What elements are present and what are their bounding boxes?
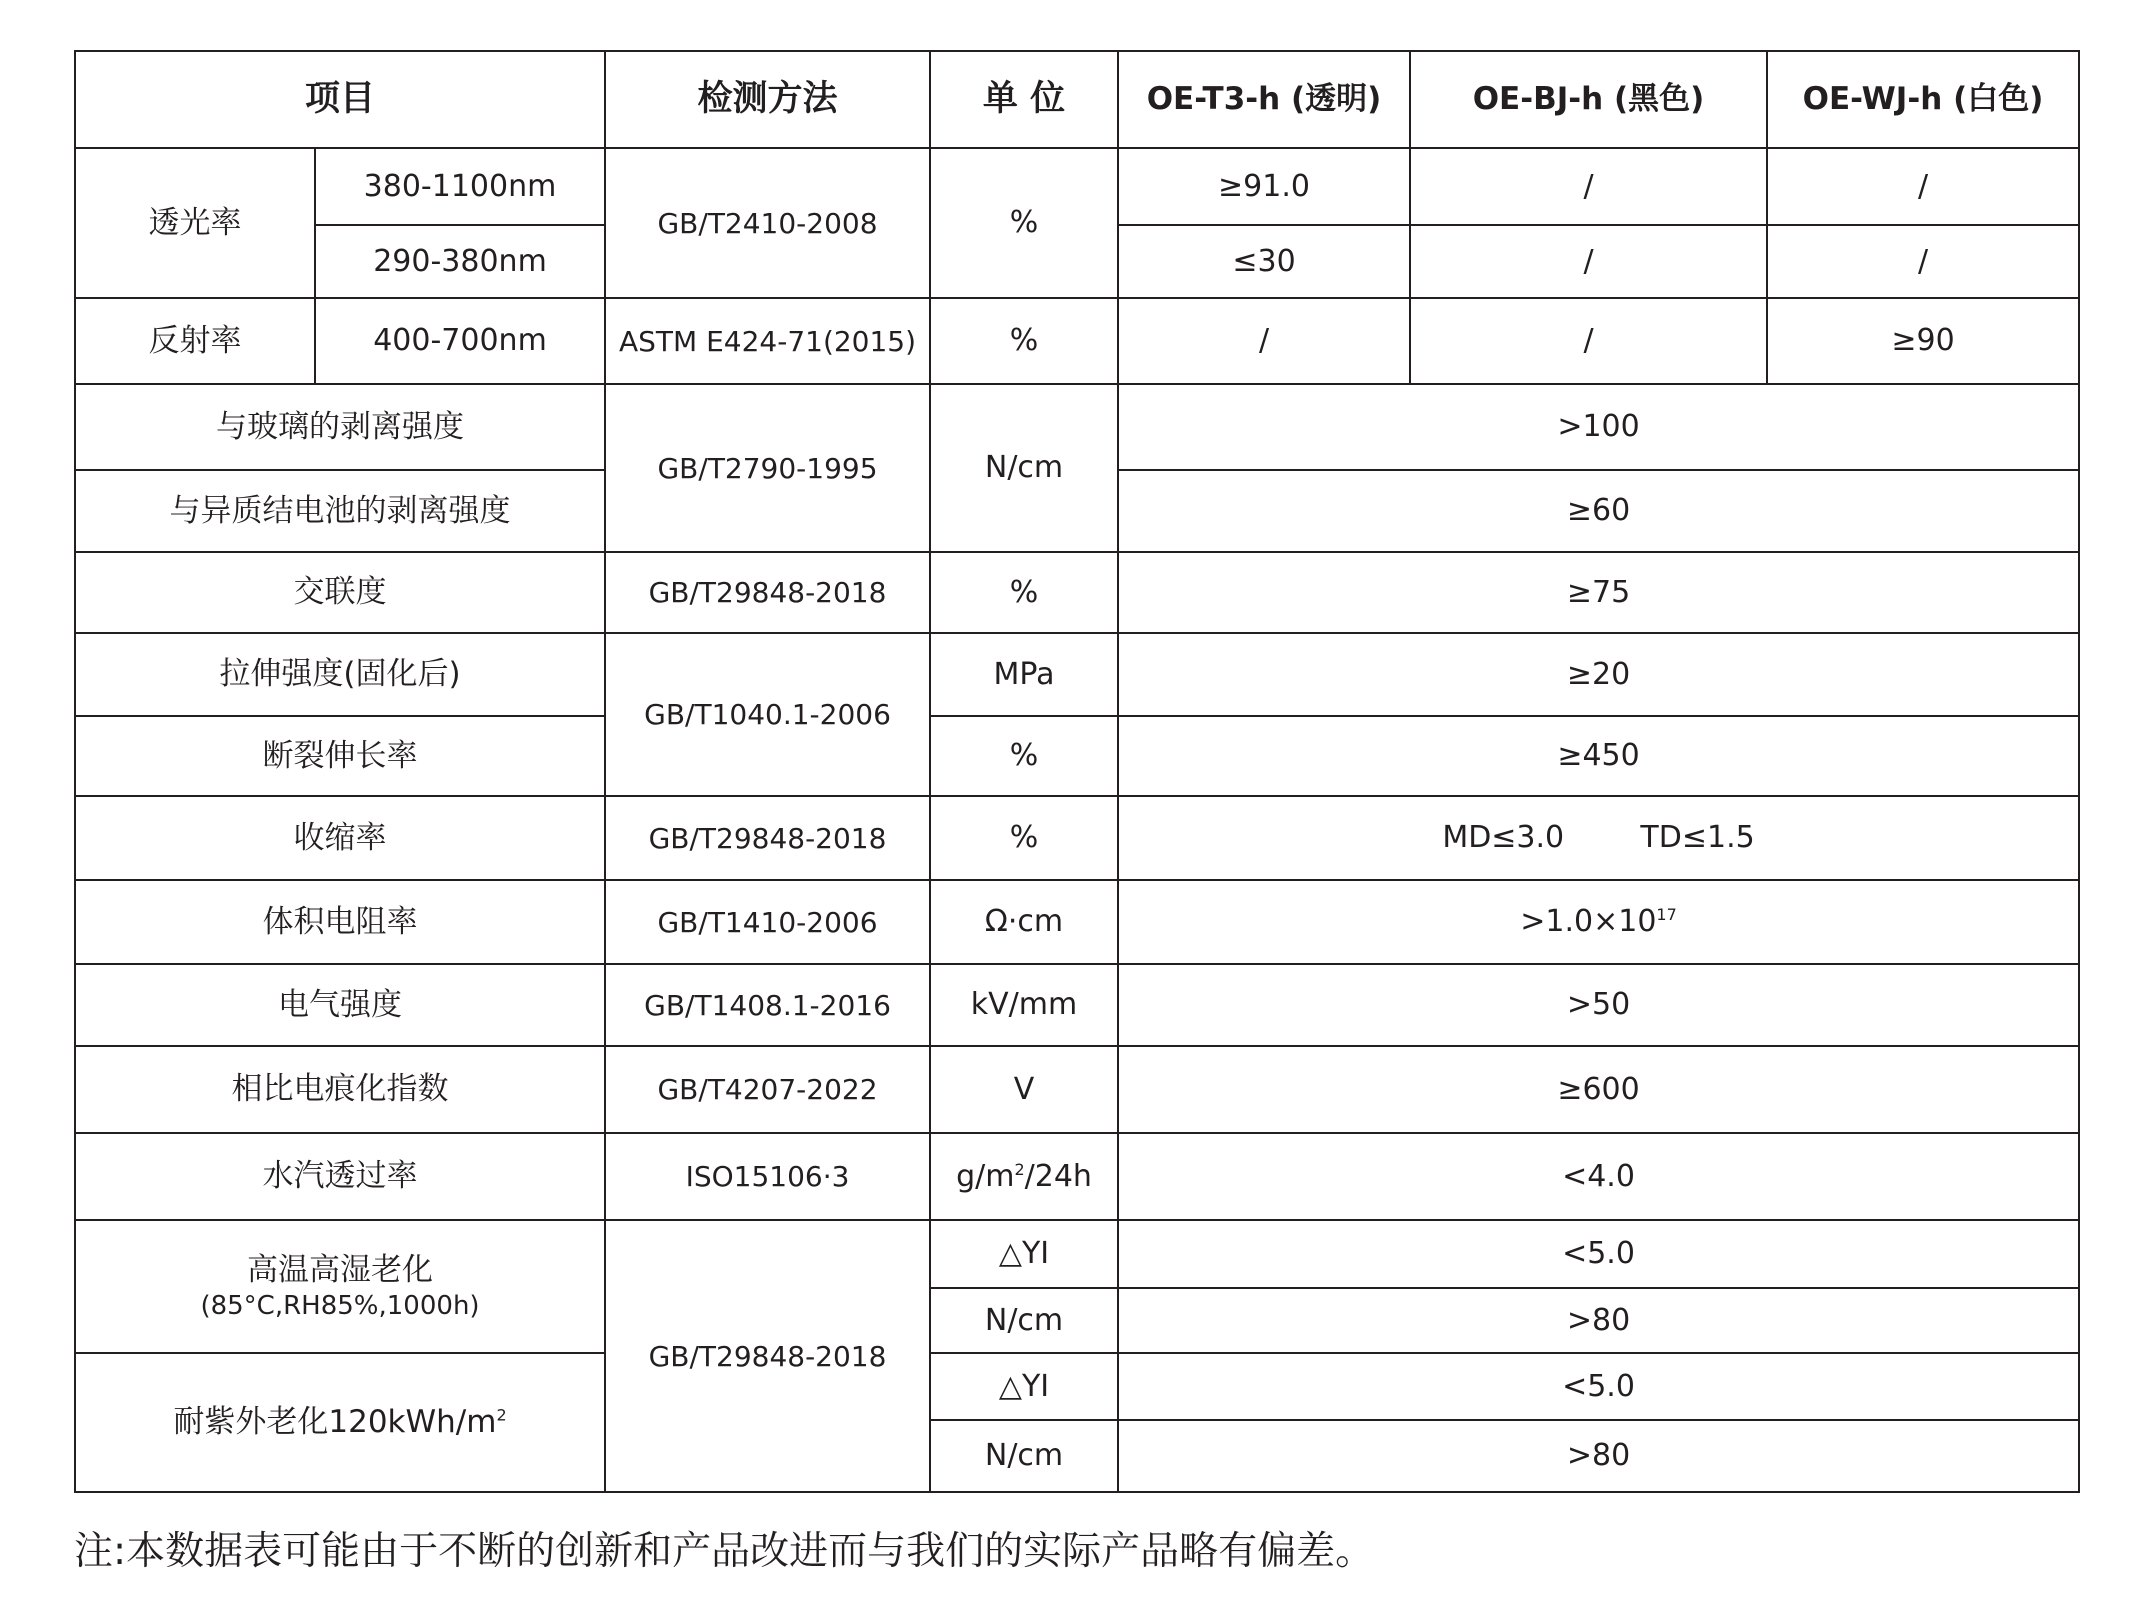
shrinkage-method: GB/T29848-2018	[605, 796, 930, 880]
uv-aging-unit-1: △YI	[930, 1353, 1118, 1420]
resistivity-method: GB/T1410-2006	[605, 880, 930, 964]
table-row	[75, 298, 2079, 384]
damp-heat-value-2: >80	[1118, 1288, 2079, 1353]
transmittance-r1-bj: /	[1410, 148, 1767, 225]
peel-cell-value: ≥60	[1118, 470, 2079, 552]
header-row	[75, 51, 2079, 148]
transmittance-r1-t3: ≥91.0	[1118, 148, 1410, 225]
transmittance-r1-wj: /	[1767, 148, 2079, 225]
header-oe-t3-h: OE-T3-h (透明)	[1118, 51, 1410, 148]
table-row	[75, 964, 2079, 1046]
peel-method: GB/T2790-1995	[605, 384, 930, 552]
resistivity-value-base: >1.0×10	[1520, 904, 1657, 940]
wvtr-label: 水汽透过率	[75, 1133, 605, 1220]
transmittance-range-1: 380-1100nm	[315, 148, 605, 225]
wvtr-unit-post: /24h	[1024, 1158, 1092, 1194]
damp-heat-unit-2: N/cm	[930, 1288, 1118, 1353]
table-row	[75, 384, 2079, 470]
shrinkage-value: MD≤3.0 TD≤1.5	[1118, 796, 2079, 880]
tracking-unit: V	[930, 1046, 1118, 1133]
header-item: 项目	[75, 51, 605, 148]
resistivity-value-exponent: 17	[1656, 905, 1677, 925]
dielectric-method: GB/T1408.1-2016	[605, 964, 930, 1046]
dielectric-unit: kV/mm	[930, 964, 1118, 1046]
footnote: 注:本数据表可能由于不断的创新和产品改进而与我们的实际产品略有偏差。	[74, 1529, 1375, 1574]
transmittance-unit: %	[930, 148, 1118, 298]
tensile-value: ≥20	[1118, 633, 2079, 716]
wvtr-method: ISO15106·3	[605, 1133, 930, 1220]
reflectance-label: 反射率	[75, 298, 315, 384]
table-row	[75, 796, 2079, 880]
table-row	[75, 1133, 2079, 1220]
tracking-method: GB/T4207-2022	[605, 1046, 930, 1133]
aging-method: GB/T29848-2018	[605, 1220, 930, 1492]
peel-unit: N/cm	[930, 384, 1118, 552]
table-row	[75, 880, 2079, 964]
peel-glass-label: 与玻璃的剥离强度	[75, 384, 605, 470]
resistivity-label: 体积电阻率	[75, 880, 605, 964]
dielectric-label: 电气强度	[75, 964, 605, 1046]
reflectance-wj: ≥90	[1767, 298, 2079, 384]
table-row	[75, 148, 2079, 225]
table-row	[75, 1220, 2079, 1288]
transmittance-r2-t3: ≤30	[1118, 225, 1410, 298]
header-method: 检测方法	[605, 51, 930, 148]
table-row	[75, 552, 2079, 633]
dielectric-value: >50	[1118, 964, 2079, 1046]
table-row	[75, 716, 2079, 796]
resistivity-unit: Ω·cm	[930, 880, 1118, 964]
damp-heat-unit-1: △YI	[930, 1220, 1118, 1288]
uv-aging-value-1: <5.0	[1118, 1353, 2079, 1420]
elongation-label: 断裂伸长率	[75, 716, 605, 796]
uv-aging-label-sup: 2	[496, 1405, 507, 1425]
resistivity-value	[1118, 880, 2079, 964]
table-row	[75, 1353, 2079, 1420]
elongation-unit: %	[930, 716, 1118, 796]
shrinkage-label: 收缩率	[75, 796, 605, 880]
crosslink-method: GB/T29848-2018	[605, 552, 930, 633]
transmittance-label: 透光率	[75, 148, 315, 298]
transmittance-r2-wj: /	[1767, 225, 2079, 298]
reflectance-method: ASTM E424-71(2015)	[605, 298, 930, 384]
wvtr-unit-pre: g/m	[956, 1158, 1015, 1194]
reflectance-range: 400-700nm	[315, 298, 605, 384]
tensile-method: GB/T1040.1-2006	[605, 633, 930, 796]
tensile-unit: MPa	[930, 633, 1118, 716]
transmittance-r2-bj: /	[1410, 225, 1767, 298]
crosslink-value: ≥75	[1118, 552, 2079, 633]
damp-heat-label-cell	[75, 1220, 605, 1353]
header-oe-wj-h: OE-WJ-h (白色)	[1767, 51, 2079, 148]
damp-heat-condition: (85°C,RH85%,1000h)	[200, 1290, 480, 1321]
tracking-label: 相比电痕化指数	[75, 1046, 605, 1133]
shrinkage-unit: %	[930, 796, 1118, 880]
tensile-label: 拉伸强度(固化后)	[75, 633, 605, 716]
peel-glass-value: >100	[1118, 384, 2079, 470]
wvtr-value: <4.0	[1118, 1133, 2079, 1220]
damp-heat-label: 高温高湿老化	[247, 1251, 433, 1288]
transmittance-method: GB/T2410-2008	[605, 148, 930, 298]
reflectance-unit: %	[930, 298, 1118, 384]
peel-cell-label: 与异质结电池的剥离强度	[75, 470, 605, 552]
tracking-value: ≥600	[1118, 1046, 2079, 1133]
damp-heat-value-1: <5.0	[1118, 1220, 2079, 1288]
uv-aging-value-2: >80	[1118, 1420, 2079, 1492]
reflectance-t3: /	[1118, 298, 1410, 384]
uv-aging-label-text: 耐紫外老化120kWh/m	[173, 1404, 497, 1441]
crosslink-unit: %	[930, 552, 1118, 633]
header-oe-bj-h: OE-BJ-h (黑色)	[1410, 51, 1767, 148]
wvtr-unit	[930, 1133, 1118, 1220]
uv-aging-unit-2: N/cm	[930, 1420, 1118, 1492]
spec-table	[74, 50, 2080, 1493]
crosslink-label: 交联度	[75, 552, 605, 633]
header-unit: 单 位	[930, 51, 1118, 148]
table-row	[75, 633, 2079, 716]
uv-aging-label	[75, 1353, 605, 1492]
transmittance-range-2: 290-380nm	[315, 225, 605, 298]
wvtr-unit-sup: 2	[1014, 1159, 1025, 1179]
elongation-value: ≥450	[1118, 716, 2079, 796]
table-row	[75, 1046, 2079, 1133]
reflectance-bj: /	[1410, 298, 1767, 384]
